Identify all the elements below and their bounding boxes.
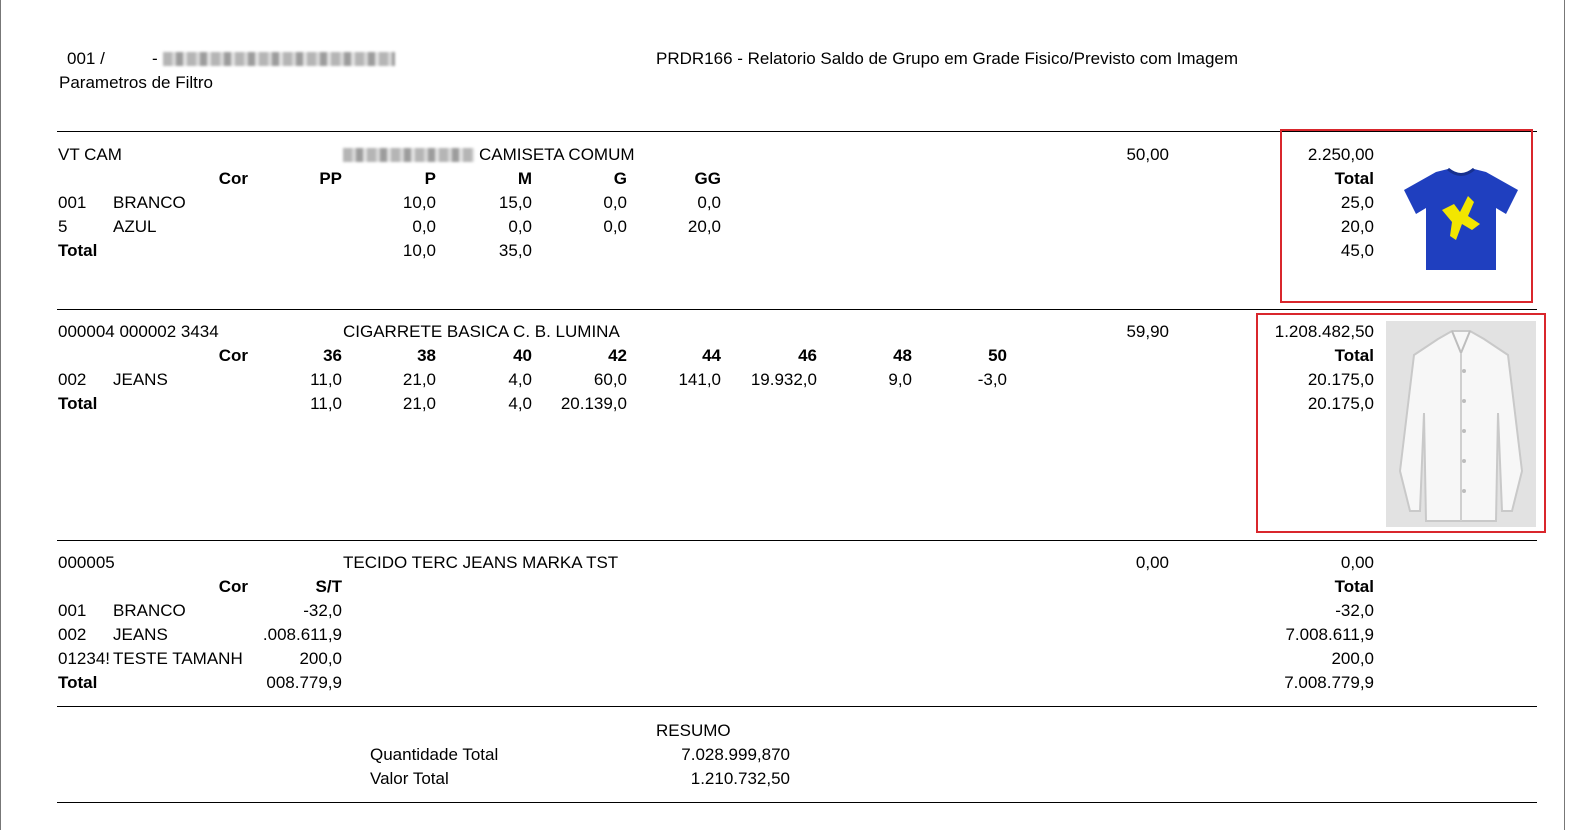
row-value: 15,0 — [498, 193, 532, 212]
product-value: 0,00 — [1340, 553, 1374, 572]
row-color-name: BRANCO — [113, 193, 186, 212]
product-price: 59,90 — [1126, 322, 1169, 341]
total-row-total: 7.008.779,9 — [1284, 673, 1374, 692]
size-header: GG — [694, 169, 721, 188]
total-row-value: 11,0 — [310, 394, 342, 413]
size-header: 42 — [608, 346, 627, 365]
row-total: 7.008.611,9 — [1285, 625, 1374, 644]
report-title: PRDR166 - Relatorio Saldo de Grupo em Grade Fisico/Previsto com Imagem — [656, 49, 1239, 68]
divider — [57, 706, 1537, 707]
row-value: 0,0 — [697, 193, 721, 212]
row-value: 21,0 — [402, 370, 436, 389]
row-value: 60,0 — [593, 370, 627, 389]
product-value: 2.250,00 — [1307, 145, 1374, 164]
row-total: 20.175,0 — [1307, 370, 1374, 389]
size-header: 40 — [513, 346, 532, 365]
row-color-name: TESTE TAMANH — [113, 649, 243, 668]
summary-title: RESUMO — [656, 721, 731, 740]
color-header: Cor — [218, 346, 248, 365]
row-color-code: 001 — [58, 601, 87, 620]
size-header: M — [517, 169, 532, 188]
total-row-total: 45,0 — [1340, 241, 1374, 260]
row-value: 11,0 — [310, 370, 342, 389]
color-header: Cor — [218, 577, 248, 596]
size-header: PP — [319, 169, 342, 188]
size-header: 36 — [323, 346, 342, 365]
total-header: Total — [1334, 346, 1374, 365]
product-code: 000004 000002 3434 — [58, 322, 219, 341]
total-row-value: 35,0 — [498, 241, 532, 260]
row-total: 25,0 — [1340, 193, 1374, 212]
size-header: 38 — [417, 346, 436, 365]
total-row-label: Total — [58, 673, 98, 692]
total-row-value: 4,0 — [508, 394, 532, 413]
size-header: G — [613, 169, 627, 188]
row-value: -32,0 — [303, 601, 342, 620]
product-price: 50,00 — [1126, 145, 1169, 164]
row-value: 20,0 — [687, 217, 721, 236]
company-code: 001 / — [67, 49, 105, 68]
row-color-name: BRANCO — [113, 601, 186, 620]
row-color-name: JEANS — [113, 625, 168, 644]
row-value: 0,0 — [603, 217, 627, 236]
product-code: 000005 — [58, 553, 115, 572]
divider — [57, 309, 1537, 310]
summary-value-label: Valor Total — [370, 769, 449, 788]
size-header: 44 — [702, 346, 721, 365]
divider — [57, 540, 1537, 541]
row-total: 200,0 — [1331, 649, 1374, 668]
white-shirt-photo-icon — [1386, 321, 1536, 527]
row-color-name: JEANS — [113, 370, 168, 389]
company-dash: - — [152, 49, 158, 68]
total-row-total: 20.175,0 — [1307, 394, 1374, 413]
product-value: 1.208.482,50 — [1274, 322, 1374, 341]
total-row-label: Total — [58, 241, 98, 260]
total-header: Total — [1334, 577, 1374, 596]
size-header: 50 — [988, 346, 1007, 365]
total-row-value: 10,0 — [402, 241, 436, 260]
row-value: 19.932,0 — [750, 370, 817, 389]
row-value: 10,0 — [402, 193, 436, 212]
row-value: 0,0 — [508, 217, 532, 236]
row-value: 4,0 — [508, 370, 532, 389]
size-header: 48 — [893, 346, 912, 365]
summary-value-value: 1.210.732,50 — [690, 769, 790, 788]
row-total: 20,0 — [1340, 217, 1374, 236]
redacted-product-name — [343, 148, 474, 162]
row-color-code: 001 — [58, 193, 87, 212]
size-header: P — [424, 169, 436, 188]
color-header: Cor — [218, 169, 248, 188]
total-row-value: 20.139,0 — [560, 394, 627, 413]
total-row-label: Total — [58, 394, 98, 413]
blue-tshirt-icon — [1402, 166, 1520, 274]
row-value: 0,0 — [412, 217, 436, 236]
divider — [57, 802, 1537, 803]
row-value: 200,0 — [299, 649, 342, 668]
total-row-value: 21,0 — [402, 394, 436, 413]
row-value: 0,0 — [603, 193, 627, 212]
row-color-code: 002 — [58, 370, 87, 389]
row-total: -32,0 — [1335, 601, 1374, 620]
row-color-code: 01234! — [58, 649, 110, 668]
row-value: .008.611,9 — [262, 625, 342, 644]
size-header: 46 — [798, 346, 817, 365]
summary-quantity-label: Quantidade Total — [370, 745, 499, 764]
product-code: VT CAM — [58, 145, 122, 164]
redacted-company-name — [163, 52, 395, 66]
row-value: 9,0 — [888, 370, 912, 389]
product-price: 0,00 — [1135, 553, 1169, 572]
row-color-name: AZUL — [113, 217, 157, 236]
total-row-value: 008.779,9 — [266, 673, 342, 692]
product-description: TECIDO TERC JEANS MARKA TST — [343, 553, 619, 572]
row-value: 141,0 — [678, 370, 721, 389]
total-header: Total — [1334, 169, 1374, 188]
product-description: CAMISETA COMUM — [479, 145, 635, 164]
filter-parameters-label: Parametros de Filtro — [59, 73, 213, 92]
row-color-code: 5 — [58, 217, 68, 236]
size-header: S/T — [315, 577, 342, 596]
row-color-code: 002 — [58, 625, 87, 644]
row-value: -3,0 — [977, 370, 1007, 389]
summary-quantity-value: 7.028.999,870 — [681, 745, 790, 764]
product-description: CIGARRETE BASICA C. B. LUMINA — [343, 322, 620, 341]
